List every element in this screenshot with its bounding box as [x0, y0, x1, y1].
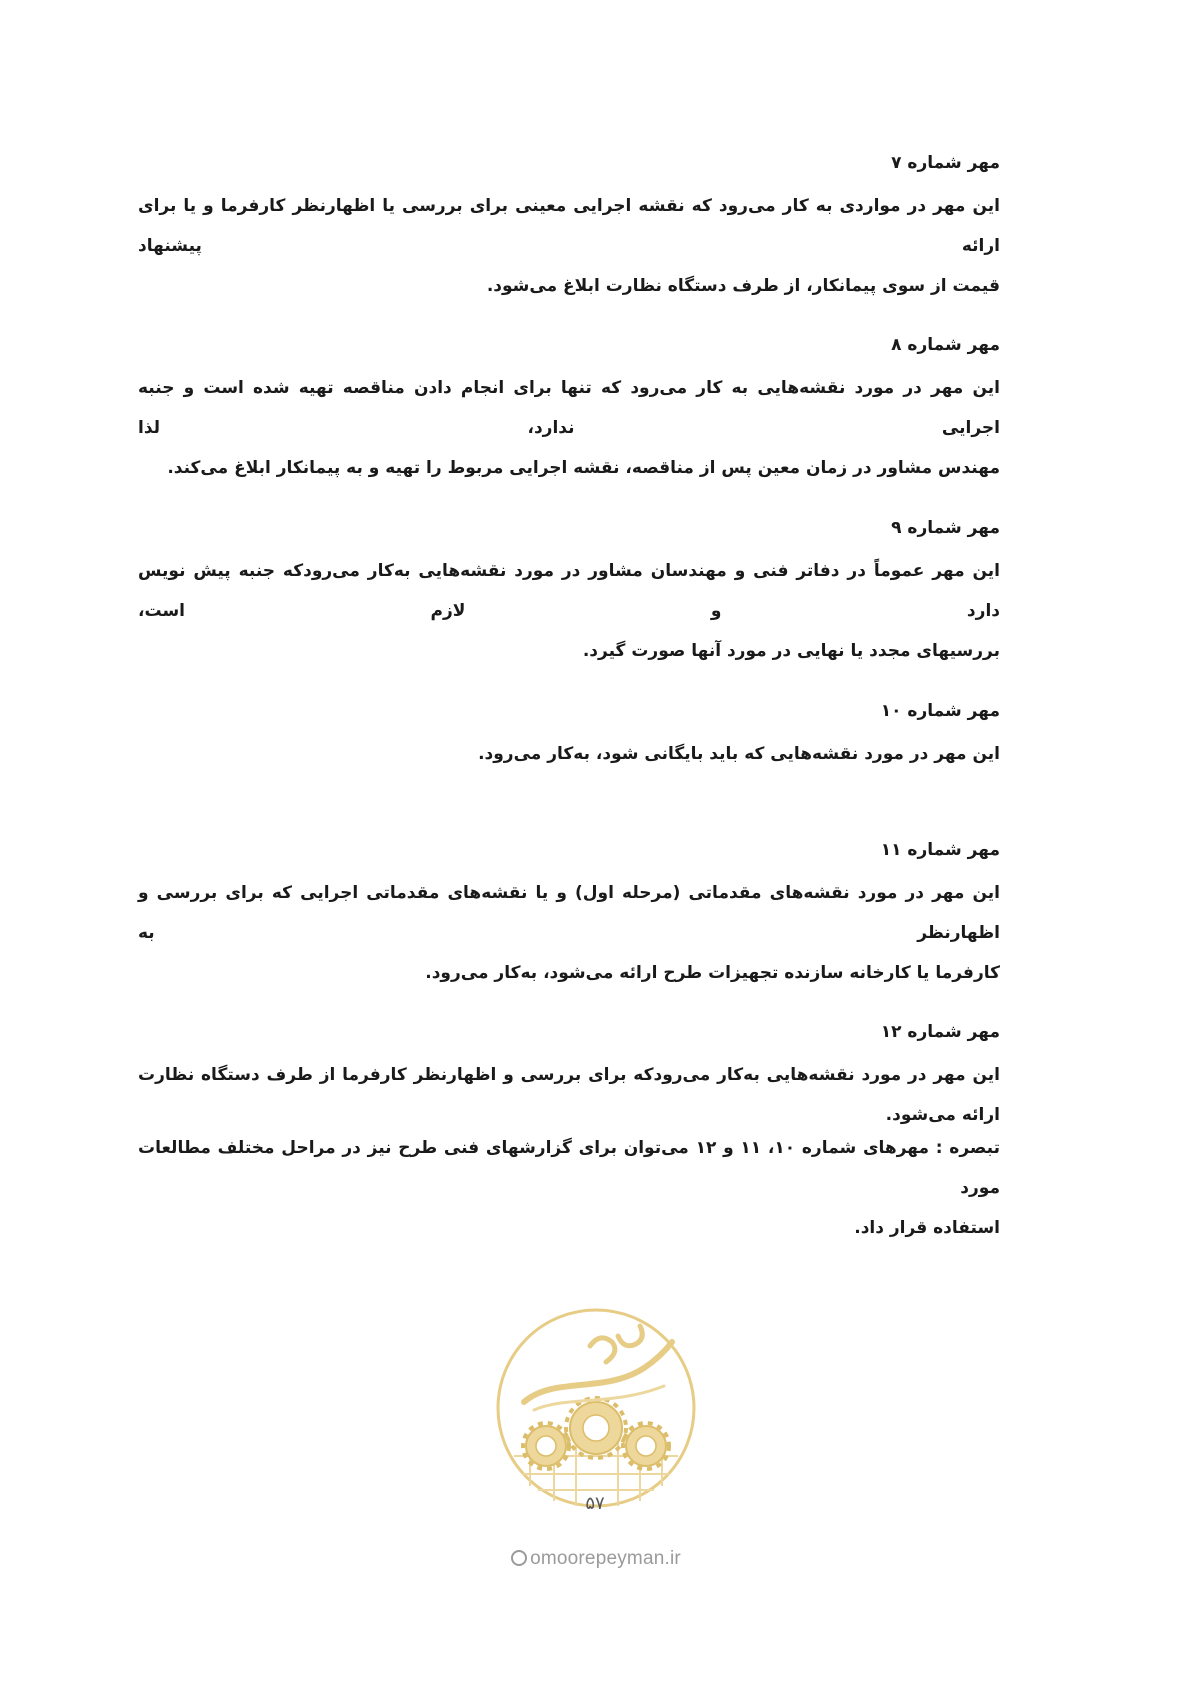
section-heading: مهر شماره ۱۲ [880, 1022, 1000, 1042]
section-text-line: این مهر در مورد نقشه‌هایی به کار می‌رود که تنها برای انجام دادن مناقصه تهیه شده است و جنبه اجرایی ندارد، لذا [138, 378, 1000, 438]
stamp-section-8 [138, 330, 1000, 488]
section-text-line: این مهر در مورد نقشه‌هایی که باید بایگانی شود، به‌کار می‌رود. [478, 744, 1000, 764]
section-text-line: مهندس مشاور در زمان معین پس از مناقصه، نقشه اجرایی مربوط را تهیه و به پیمانکار ابلاغ می‌کند. [167, 458, 1000, 478]
section-text-line: قیمت از سوی پیمانکار، از طرف دستگاه نظارت ابلاغ می‌شود. [486, 276, 1000, 296]
stamp-section-7 [138, 148, 1000, 306]
stamp-section-12 [138, 1017, 1000, 1135]
section-heading: مهر شماره ۹ [891, 518, 1000, 538]
section-text-line: بررسیهای مجدد یا نهایی در مورد آنها صورت گیرد. [582, 641, 1000, 661]
section-text-line: کارفرما یا کارخانه سازنده تجهیزات طرح ارائه می‌شود، به‌کار می‌رود. [425, 963, 1000, 983]
section-text-line: این مهر در مورد نقشه‌هایی به‌کار می‌رودکه برای بررسی و اظهارنظر کارفرما از طرف دستگاه نظارت ارائه می‌شود. [138, 1065, 1000, 1125]
at-icon [511, 1550, 527, 1566]
note-section [138, 1128, 1000, 1248]
section-heading: مهر شماره ۸ [891, 335, 1000, 355]
note-text-line: استفاده قرار داد. [854, 1218, 1000, 1238]
section-heading: مهر شماره ۱۱ [880, 840, 1000, 860]
note-text-line: تبصره : مهرهای شماره ۱۰، ۱۱ و ۱۲ می‌توان برای گزارشهای فنی طرح نیز در مراحل مختلف مطالعات مورد [138, 1138, 1000, 1198]
section-heading: مهر شماره ۷ [891, 153, 1000, 173]
website-watermark [480, 1548, 712, 1570]
page-number: ۵۷ [585, 1493, 605, 1514]
section-text-line: این مهر عموماً در دفاتر فنی و مهندسان مشاور در مورد نقشه‌هایی به‌کار می‌رودکه جنبه پیش نویس دارد و لازم است، [138, 561, 1000, 621]
stamp-section-9 [138, 513, 1000, 671]
section-heading: مهر شماره ۱۰ [880, 701, 1000, 721]
section-text-line: این مهر در مواردی به کار می‌رود که نقشه اجرایی معینی برای بررسی یا اظهارنظر کارفرما و یا برای ارائه پیشنهاد [138, 196, 1000, 256]
gear-scales-seal-icon [494, 1306, 698, 1510]
stamp-section-10 [138, 696, 1000, 774]
section-text-line: این مهر در مورد نقشه‌های مقدماتی (مرحله اول) و یا نقشه‌های مقدماتی اجرایی که برای بررسی و اظهارنظر به [138, 883, 1000, 943]
stamp-section-11 [138, 835, 1000, 993]
website-text: omoorepeyman.ir [530, 1548, 681, 1569]
